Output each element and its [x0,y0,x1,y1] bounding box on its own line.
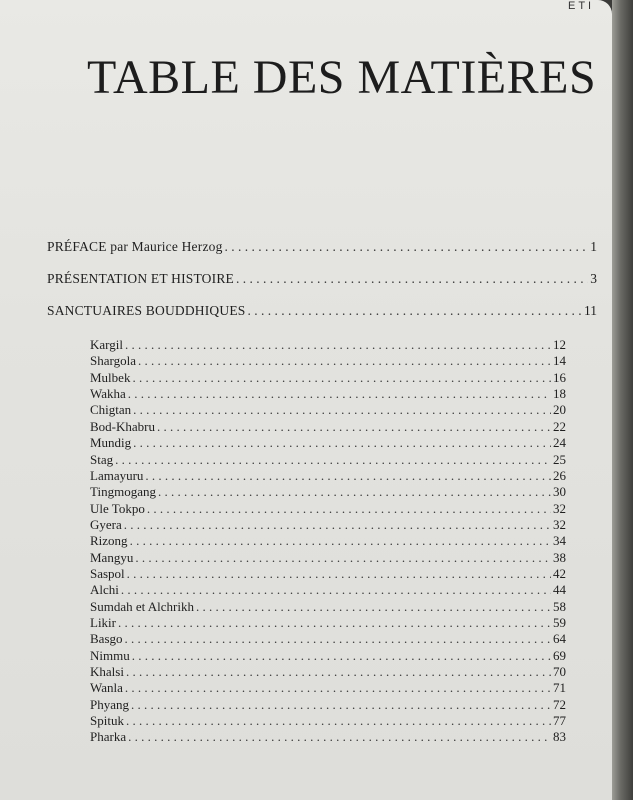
toc-entry-title: Tingmogang [90,484,156,500]
leader-dots [125,337,551,353]
toc-sub-entry [90,566,566,583]
toc-entry-title: Lamayuru [90,467,144,483]
toc-main-entry [47,239,597,256]
toc-entry-title: Spituk [90,713,124,728]
toc-sub-entry [90,664,566,681]
toc-sub-entry [90,631,566,648]
toc-page-number: 42 [553,565,566,581]
toc-page-number: 22 [553,418,566,434]
toc-page-number: 83 [553,729,566,745]
leader-dots [248,303,583,319]
leader-dots [130,533,551,549]
toc-sub-entry [90,419,566,436]
toc-page-number: 14 [553,353,566,369]
toc-entry-title: Gyera [90,516,122,532]
toc-entry-title: Nimmu [90,647,130,663]
toc-page-number: 69 [553,647,566,663]
toc-page-number: 18 [553,386,566,402]
toc-sub-entry [90,680,566,697]
toc-entry-title: Likir [90,615,116,630]
toc-sub-entry [90,517,566,534]
toc-entry-title: Kargil [90,337,123,352]
toc-main-entry [47,303,597,320]
toc-entry-title: Wakha [90,386,126,402]
toc-page-number: 34 [553,533,566,549]
toc-entry-title: Stag [90,451,114,467]
toc-sub-entry [90,713,566,730]
toc-entry-title: Rizong [90,533,128,549]
toc-page-number: 58 [553,598,566,614]
toc-page-number: 77 [553,713,566,728]
page-title: TABLE DES MATIÈRES [87,51,597,104]
toc-entry-title: Wanla [90,680,123,696]
toc-entry-title: Bod-Khabru [90,418,155,434]
toc-sub-entry [90,370,566,387]
toc-sub-entry [90,697,566,714]
toc-sub-entry [90,550,566,567]
toc-sub-entry [90,533,566,550]
toc-page-number: 44 [553,582,566,598]
leader-dots [121,582,551,598]
toc-sub-entry [90,582,566,599]
toc-sub-entry [90,402,566,419]
toc-entry-title: Chigtan [90,402,132,418]
leader-dots [126,713,551,729]
toc-main-entry [47,271,597,288]
toc-entry-title: SANCTUAIRES BOUDDHIQUES [47,303,246,318]
toc-page-number: 24 [553,435,566,451]
toc-sub-entry [90,484,566,501]
toc-page-number: 32 [553,500,566,516]
toc-sub-entry [90,599,566,616]
toc-page-number: 32 [553,516,566,532]
toc-sub-entry [90,353,566,370]
toc-entry-title: Mulbek [90,369,131,385]
toc-entry-title: Ule Tokpo [90,500,145,516]
toc-entry-title: Khalsi [90,664,124,679]
toc-sub-entry [90,468,566,485]
toc-page-number: 25 [553,451,566,467]
toc-page-number: 38 [553,549,566,565]
toc-entry-title: Shargola [90,353,136,369]
toc-entry-title: Sumdah et Alchrikh [90,598,194,614]
leader-dots [125,631,552,647]
corner-mark: ETI [568,0,595,12]
toc-sub-entry [90,648,566,665]
toc-page-number: 20 [553,402,566,418]
leader-dots [135,550,551,566]
toc-sub-entry [90,501,566,518]
leader-dots [125,680,551,696]
toc-sub-entry [90,435,566,452]
leader-dots [128,386,551,402]
leader-dots [131,697,551,713]
leader-dots [118,615,551,631]
book-spine [612,0,633,800]
toc-page-number: 59 [553,615,566,630]
leader-dots [132,648,551,664]
leader-dots [124,517,551,533]
leader-dots [145,468,551,484]
toc-sub-entry [90,337,566,354]
toc-sub-entry [90,386,566,403]
leader-dots [147,501,551,517]
leader-dots [133,435,551,451]
toc-entry-title: PRÉFACE par Maurice Herzog [47,239,223,254]
leader-dots [225,239,589,255]
toc-entry-title: Phyang [90,696,129,712]
leader-dots [133,402,551,418]
toc-page-number: 12 [553,337,566,352]
toc-page-number: 26 [553,467,566,483]
toc-page-number: 3 [590,271,597,286]
toc-entry-title: Alchi [90,582,119,598]
toc-page-number: 71 [553,680,566,696]
toc-page-number: 72 [553,696,566,712]
toc-entry-title: Basgo [90,631,123,647]
leader-dots [236,271,588,287]
leader-dots [138,353,551,369]
toc-page-number: 64 [553,631,566,647]
leader-dots [127,566,551,582]
toc-sub-entry [90,452,566,469]
toc-entry-title: Mundig [90,435,132,451]
leader-dots [128,729,551,745]
leader-dots [196,599,551,615]
toc-page-number: 16 [553,369,566,385]
toc-page-number: 70 [553,664,566,679]
toc-sub-entry [90,615,566,632]
toc-entry-title: Saspol [90,565,125,581]
leader-dots [126,664,551,680]
toc-page-number: 1 [590,239,597,254]
leader-dots [158,484,551,500]
toc-sub-entry [90,729,566,746]
toc-entry-title: Mangyu [90,549,134,565]
leader-dots [132,370,551,386]
toc-entry-title: Pharka [90,729,127,745]
leader-dots [115,452,551,468]
toc-page-number: 11 [584,303,597,318]
leader-dots [157,419,551,435]
toc-page-number: 30 [553,484,566,500]
toc-entry-title: PRÉSENTATION ET HISTOIRE [47,271,234,286]
